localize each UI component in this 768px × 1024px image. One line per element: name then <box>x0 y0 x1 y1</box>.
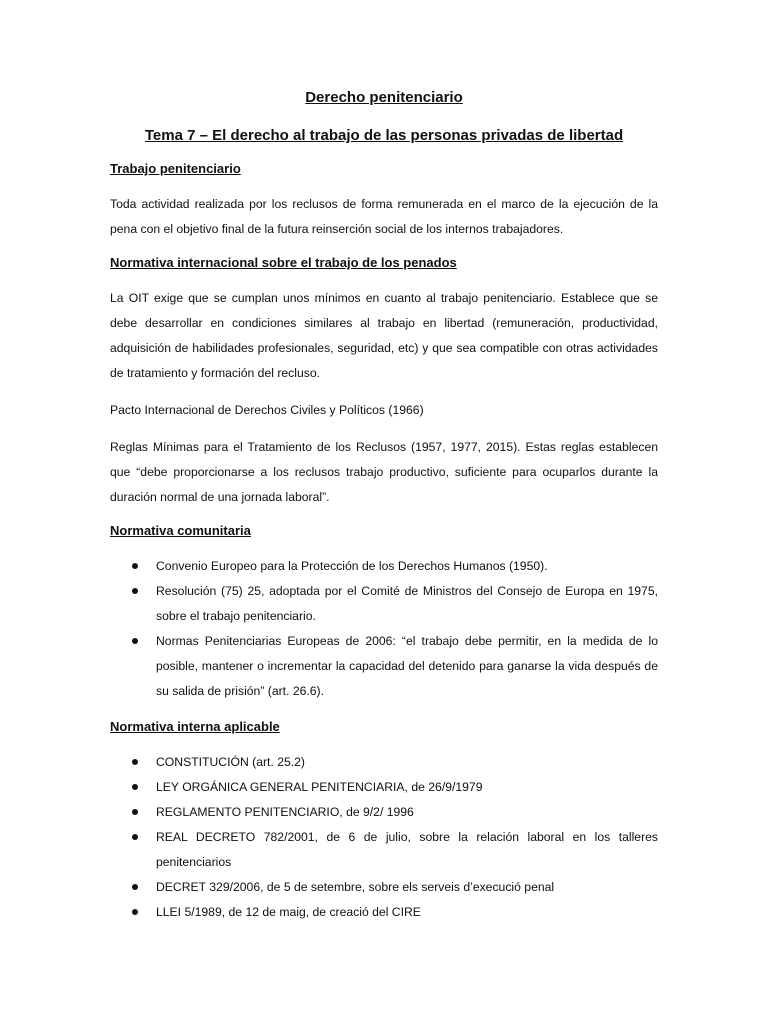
bullet-icon <box>132 909 138 915</box>
bullet-icon <box>132 563 138 569</box>
section-trabajo-penitenciario <box>110 160 658 242</box>
section-normativa-comunitaria <box>110 522 658 704</box>
list-item <box>110 775 658 800</box>
list-item-text: Convenio Europeo para la Protección de los Derechos Humanos (1950). <box>156 559 548 573</box>
paragraph: Pacto Internacional de Derechos Civiles y Políticos (1966) <box>110 403 424 417</box>
bullet-icon <box>132 884 138 890</box>
bullet-icon <box>132 588 138 594</box>
list-item <box>110 875 658 900</box>
list-item-text: Resolución (75) 25, adoptada por el Comité de Ministros del Consejo de Europa en 1975, sobre el trabajo penitenciario. <box>156 584 658 623</box>
section-heading: Normativa comunitaria <box>110 523 251 538</box>
paragraph: Toda actividad realizada por los reclusos de forma remunerada en el marco de la ejecución de la pena con el objetivo final de la futura reinserción social de los internos trabajadores. <box>110 197 658 236</box>
section-heading: Normativa interna aplicable <box>110 719 280 734</box>
list-item <box>110 900 658 925</box>
list-item <box>110 825 658 875</box>
list-item-text: CONSTITUCIÓN (art. 25.2) <box>156 755 305 769</box>
bullet-icon <box>132 784 138 790</box>
section-heading: Normativa internacional sobre el trabajo de los penados <box>110 255 457 270</box>
paragraph: La OIT exige que se cumplan unos mínimos en cuanto al trabajo penitenciario. Establece que se debe desarrollar en condiciones similares al trabajo en libertad (remuneración, productividad, adquisición de habilidades profesionales, seguridad, etc) y que sea compatible con otras actividades de tratamiento y formación del recluso. <box>110 291 658 380</box>
document-title: Derecho penitenciario <box>305 89 463 106</box>
section-normativa-interna <box>110 718 658 925</box>
bullet-list <box>110 554 658 704</box>
paragraph: Reglas Mínimas para el Tratamiento de los Reclusos (1957, 1977, 2015). Estas reglas establecen que “debe proporcionarse a los reclusos trabajo productivo, suficiente para ocuparlos durante la duración normal de una jornada laboral”. <box>110 440 658 504</box>
list-item <box>110 579 658 629</box>
list-item <box>110 629 658 704</box>
list-item <box>110 750 658 775</box>
list-item-text: LEY ORGÁNICA GENERAL PENITENCIARIA, de 26/9/1979 <box>156 780 483 794</box>
bullet-icon <box>132 834 138 840</box>
bullet-icon <box>132 638 138 644</box>
list-item-text: DECRET 329/2006, de 5 de setembre, sobre els serveis d’execució penal <box>156 880 555 894</box>
list-item-text: REGLAMENTO PENITENCIARIO, de 9/2/ 1996 <box>156 805 414 819</box>
document-page <box>110 88 658 939</box>
section-heading: Trabajo penitenciario <box>110 161 241 176</box>
list-item-text: LLEI 5/1989, de 12 de maig, de creació del CIRE <box>156 905 421 919</box>
document-subtitle: Tema 7 – El derecho al trabajo de las personas privadas de libertad <box>144 127 624 144</box>
bullet-icon <box>132 759 138 765</box>
bullet-list <box>110 750 658 925</box>
list-item <box>110 800 658 825</box>
list-item-text: Normas Penitenciarias Europeas de 2006: “el trabajo debe permitir, en la medida de lo posible, mantener o incrementar la capacidad del detenido para ganarse la vida después de su salida de prisión” (art. 26.6). <box>156 634 658 698</box>
section-normativa-internacional <box>110 254 658 510</box>
list-item-text: REAL DECRETO 782/2001, de 6 de julio, sobre la relación laboral en los talleres penitenciarios <box>156 830 658 869</box>
bullet-icon <box>132 809 138 815</box>
list-item <box>110 554 658 579</box>
